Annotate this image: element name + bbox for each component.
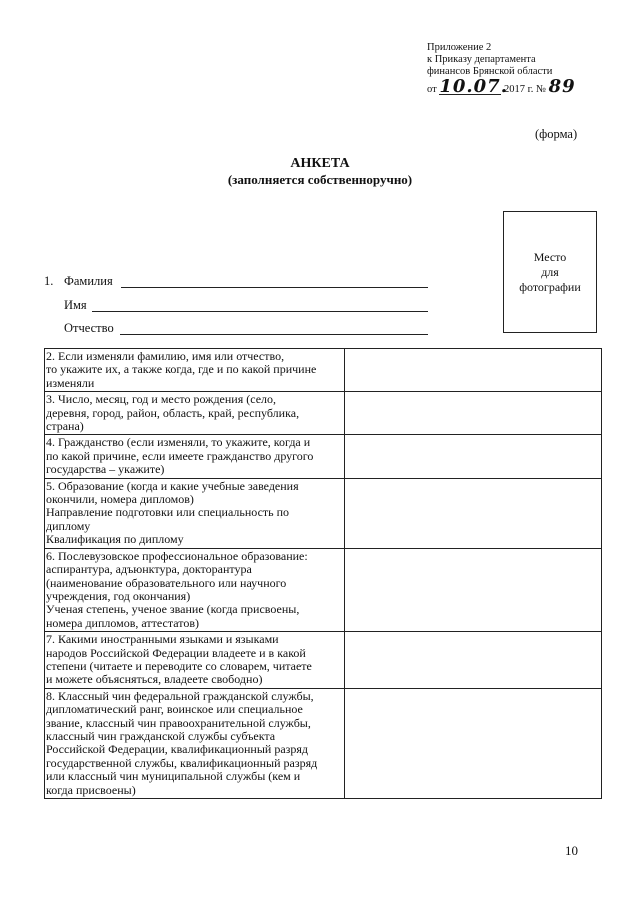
surname-label: Фамилия [64,274,113,288]
answer-5[interactable] [344,478,601,548]
name-label: Имя [64,298,87,312]
date-suffix: 2017 г. № [503,84,546,95]
question-7: 7. Какими иностранными языками и языками народов Российской Федерации владеете и в какой степени (читаете и переводите со словарем, читаете и можете объясняться, владеете свободно) [45,632,345,689]
answer-8[interactable] [344,688,601,798]
question-6: 6. Послевузовское профессиональное образование: аспирантура, адъюнктура, докторантура (наименование образовательного или научного учреждения, год окончания) Ученая степень, ученое звание (когда присвоены, номера дипломов, аттестатов) [45,548,345,631]
question-8: 8. Классный чин федеральной гражданской службы, дипломатический ранг, воинское или специальное звание, классный чин правоохранительной службы, классный чин гражданской службы субъекта Российской Федерации, квалификационный разряд государственной службы, квалификационный разряд или классный чин муниципальной службы (кем и когда присвоены) [45,688,345,798]
question-5: 5. Образование (когда и какие учебные заведения окончили, номера дипломов) Направление подготовки или специальность по диплому Квалификация по диплому [45,478,345,548]
question-3: 3. Число, месяц, год и место рождения (село, деревня, город, район, область, край, республика, страна) [45,392,345,435]
answer-7[interactable] [344,632,601,689]
table-row [45,632,602,689]
table-row [45,478,602,548]
table-row [45,349,602,392]
date-prefix: от [427,84,437,95]
patronymic-label: Отчество [64,321,114,335]
answer-3[interactable] [344,392,601,435]
item-number-1: 1. [44,274,54,288]
photo-line-1: Место [533,250,567,264]
photo-placeholder [503,211,597,333]
page-subtitle: (заполняется собственноручно) [227,172,413,187]
order-line: к Приказу департамента [427,54,536,65]
answer-4[interactable] [344,435,601,478]
question-4: 4. Гражданство (если изменяли, то укажите, когда и по какой причине, если имеете гражданство другого государства – укажите) [45,435,345,478]
handwritten-number: 89 [548,76,576,97]
answer-6[interactable] [344,548,601,631]
order-date-line [427,76,576,97]
question-2: 2. Если изменяли фамилию, имя или отчество, то укажите их, а также когда, где и по какой причине изменяли [45,349,345,392]
surname-field[interactable] [121,287,428,288]
page-number: 10 [565,843,578,858]
answer-2[interactable] [344,349,601,392]
department-line: финансов Брянской области [427,66,553,77]
table-row [45,435,602,478]
questionnaire-table [44,348,602,799]
handwritten-date: 10.07. [439,76,508,97]
name-field[interactable] [92,311,428,312]
table-row [45,392,602,435]
table-row [45,548,602,631]
patronymic-field[interactable] [120,334,428,335]
photo-line-3: фотографии [519,280,581,294]
photo-line-2: для [541,265,559,279]
form-label: (форма) [535,127,578,141]
table-row [45,688,602,798]
page-title: АНКЕТА [290,156,350,171]
appendix-line: Приложение 2 [427,42,492,53]
